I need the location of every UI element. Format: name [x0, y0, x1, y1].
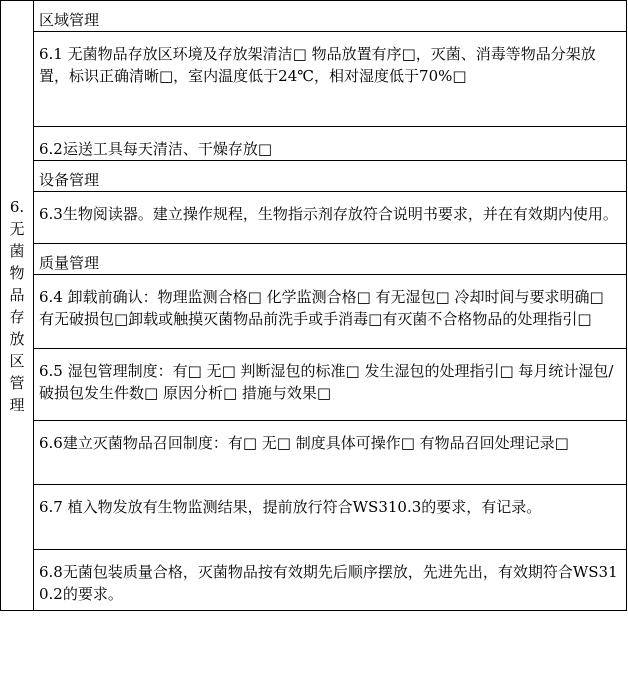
table-row [1, 1, 627, 32]
table-row [1, 32, 627, 127]
table-row [1, 127, 627, 161]
table-row [1, 421, 627, 485]
table-row [1, 349, 627, 421]
table-row [1, 192, 627, 244]
section-label-cell [1, 1, 34, 611]
checklist-item-6-2: 6.2运送工具每天清洁、干燥存放□ [34, 127, 627, 161]
table-row [1, 275, 627, 349]
table-row [1, 550, 627, 611]
checklist-item-6-7: 6.7 植入物发放有生物监测结果，提前放行符合WS310.3的要求，有记录。 [34, 485, 627, 550]
checklist-item-6-6: 6.6建立灭菌物品召回制度：有□ 无□ 制度具体可操作□ 有物品召回处理记录□ [34, 421, 627, 485]
checklist-item-6-3: 6.3生物阅读器。建立操作规程，生物指示剂存放符合说明书要求，并在有效期内使用。 [34, 192, 627, 244]
checklist-item-6-4: 6.4 卸载前确认：物理监测合格□ 化学监测合格□ 有无湿包□ 冷却时间与要求明确□ 有无破损包□卸载或触摸灭菌物品前洗手或手消毒□有灭菌不合格物品的处理指引□ [34, 275, 627, 349]
table-row [1, 161, 627, 192]
subsection-heading-area-management: 区域管理 [34, 1, 627, 32]
table-row [1, 244, 627, 275]
table-row [1, 485, 627, 550]
checklist-item-6-5: 6.5 湿包管理制度：有□ 无□ 判断湿包的标准□ 发生湿包的处理指引□ 每月统计湿包/破损包发生件数□ 原因分析□ 措施与效果□ [34, 349, 627, 421]
checklist-item-6-1: 6.1 无菌物品存放区环境及存放架清洁□ 物品放置有序□，灭菌、消毒等物品分架放置，标识正确清晰□，室内温度低于24℃，相对湿度低于70%□ [34, 32, 627, 127]
checklist-item-6-8: 6.8无菌包装质量合格，灭菌物品按有效期先后顺序摆放，先进先出，有效期符合WS310.2的要求。 [34, 550, 627, 611]
subsection-heading-quality-management: 质量管理 [34, 244, 627, 275]
section-label: 6.无菌物品存放区管理 [9, 197, 25, 414]
subsection-heading-equipment-management: 设备管理 [34, 161, 627, 192]
